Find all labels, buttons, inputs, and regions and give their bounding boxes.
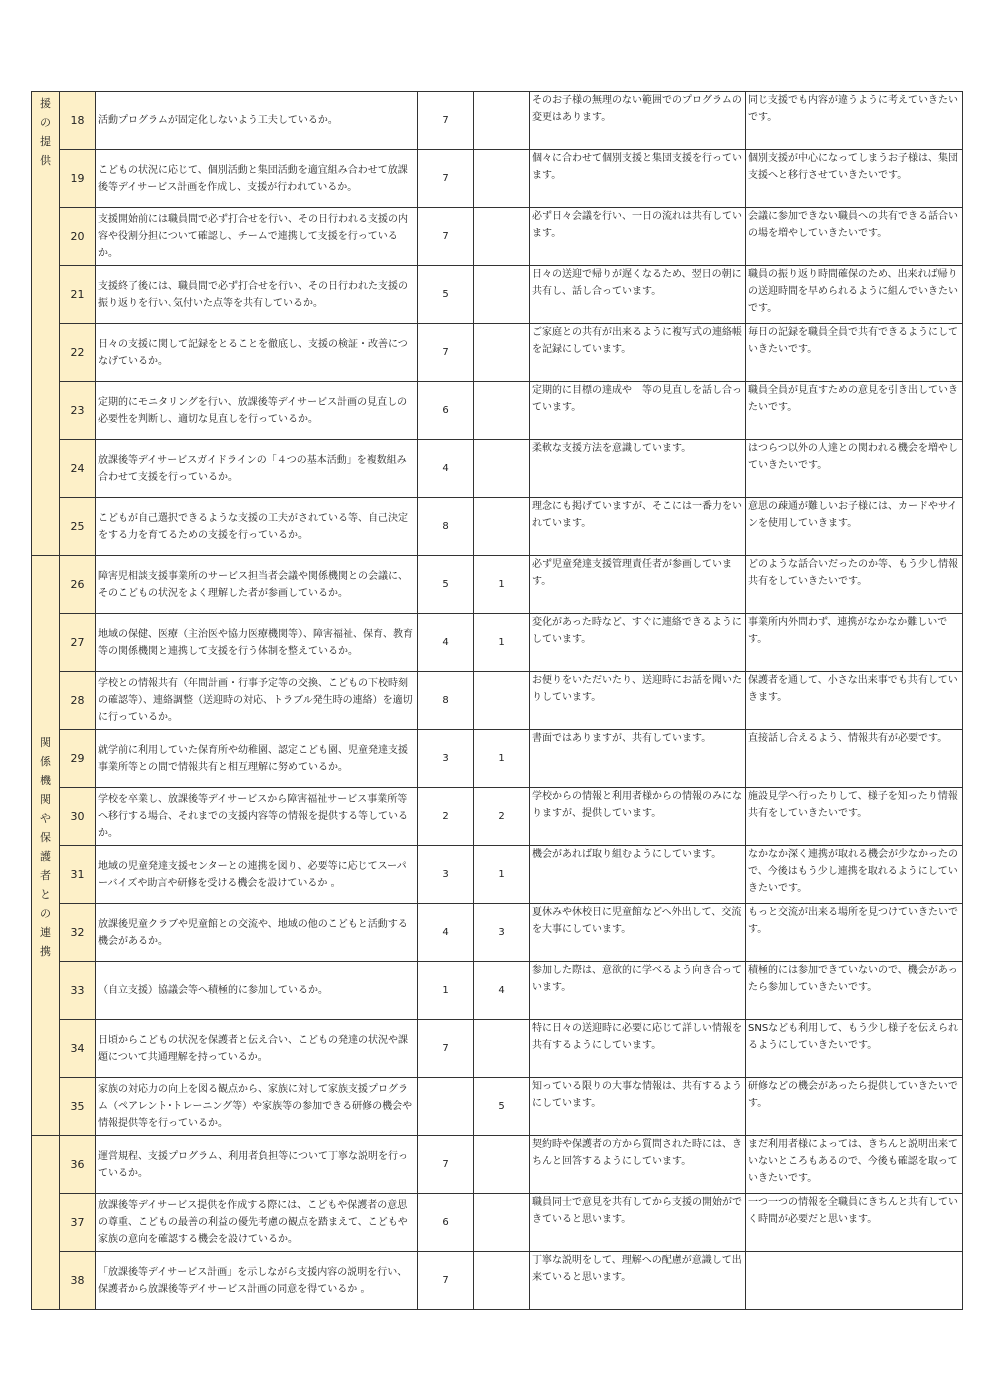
question-text: 放課後等デイサービスガイドラインの「４つの基本活動」を複数組み合わせて支援を行っているか。 [96,440,418,498]
question-text: 運営規程、支援プログラム、利用者負担等について丁寧な説明を行っているか。 [96,1136,418,1194]
staff-comment: 柔軟な支援方法を意識しています。 [530,440,746,498]
no-count: 1 [474,556,530,614]
row-number: 37 [60,1194,96,1252]
row-number: 32 [60,904,96,962]
improvement-comment: 一つ一つの情報を全職員にきちんと共有していく時間が必要だと思います。 [746,1194,963,1252]
no-count: 2 [474,788,530,846]
staff-comment: 機会があれば取り組むようにしています。 [530,846,746,904]
no-count: 1 [474,730,530,788]
yes-count [418,1078,474,1136]
improvement-comment: 毎日の記録を職員全員で共有できるようにしていきたいです。 [746,324,963,382]
no-count [474,440,530,498]
staff-comment: ご家庭との共有が出来るように複写式の連絡帳を記録にしています。 [530,324,746,382]
table-row [32,150,963,208]
no-count [474,324,530,382]
no-count [474,498,530,556]
staff-comment: 必ず日々会議を行い、一日の流れは共有しています。 [530,208,746,266]
table-row [32,788,963,846]
yes-count: 4 [418,440,474,498]
question-text: 障害児相談支援事業所のサービス担当者会議や関係機関との会議に、そのこどもの状況をよく理解した者が参画しているか。 [96,556,418,614]
yes-count: 8 [418,672,474,730]
yes-count: 7 [418,150,474,208]
row-number: 26 [60,556,96,614]
no-count [474,92,530,150]
no-count [474,150,530,208]
row-number: 19 [60,150,96,208]
row-number: 33 [60,962,96,1020]
yes-count: 2 [418,788,474,846]
question-text: 定期的にモニタリングを行い、放課後等デイサービス計画の見直しの必要性を判断し、適切な見直しを行っているか。 [96,382,418,440]
improvement-comment: 研修などの機会があったら提供していきたいです。 [746,1078,963,1136]
table-row [32,440,963,498]
improvement-comment: なかなか深く連携が取れる機会が少なかったので、今後はもう少し連携を取れるようにしていきたいです。 [746,846,963,904]
question-text: 地域の保健、医療（主治医や協力医療機関等）、障害福祉、保育、教育等の関係機関と連携して支援を行う体制を整えているか。 [96,614,418,672]
no-count: 1 [474,846,530,904]
row-number: 30 [60,788,96,846]
yes-count: 5 [418,556,474,614]
row-number: 31 [60,846,96,904]
question-text: 就学前に利用していた保育所や幼稚園、認定こども園、児童発達支援事業所等との間で情報共有と相互理解に努めているか。 [96,730,418,788]
improvement-comment: 意思の疎通が難しいお子様には、カードやサインを使用していきます。 [746,498,963,556]
staff-comment: 日々の送迎で帰りが遅くなるため、翌日の朝に共有し、話し合っています。 [530,266,746,324]
yes-count: 7 [418,208,474,266]
yes-count: 6 [418,382,474,440]
question-text: （自立支援）協議会等へ積極的に参加しているか。 [96,962,418,1020]
staff-comment: 個々に合わせて個別支援と集団支援を行っています。 [530,150,746,208]
improvement-comment: はつらつ以外の人達との関われる機会を増やしていきたいです。 [746,440,963,498]
category-label: 関係機関や保護者との連携 [40,735,51,958]
improvement-comment [746,1252,963,1310]
no-count [474,208,530,266]
table-row [32,324,963,382]
question-text: 活動プログラムが固定化しないよう工夫しているか。 [96,92,418,150]
question-text: 放課後等デイサービス提供を作成する際には、こどもや保護者の意思の尊重、こどもの最善の利益の優先考慮の観点を踏まえて、こどもや家族の意向を確認する機会を設けているか。 [96,1194,418,1252]
question-text: 地域の児童発達支援センターとの連携を図り、必要等に応じてスーパーバイズや助言や研修を受ける機会を設けているか 。 [96,846,418,904]
question-text: 学校との情報共有（年間計画・行事予定等の交換、こどもの下校時刻の確認等）、連絡調整（送迎時の対応、トラブル発生時の連絡）を適切に行っているか。 [96,672,418,730]
question-text: 学校を卒業し、放課後等デイサービスから障害福祉サービス事業所等へ移行する場合、それまでの支援内容等の情報を提供する等しているか。 [96,788,418,846]
staff-comment: そのお子様の無理のない範囲でのプログラムの変更はあります。 [530,92,746,150]
question-text: 支援終了後には、職員間で必ず打合せを行い、その日行われた支援の振り返りを行い､気付いた点等を共有しているか。 [96,266,418,324]
yes-count: 7 [418,1020,474,1078]
improvement-comment: 直接話し合えるよう、情報共有が必要です。 [746,730,963,788]
table-row [32,672,963,730]
improvement-comment: 職員の振り返り時間確保のため、出来れば帰りの送迎時間を早められるように組んでいきたいです。 [746,266,963,324]
improvement-comment: 会議に参加できない職員への共有できる話合いの場を増やしていきたいです。 [746,208,963,266]
question-text: こどもが自己選択できるような支援の工夫がされている等、自己決定をする力を育てるための支援を行っているか。 [96,498,418,556]
no-count: 3 [474,904,530,962]
yes-count: 8 [418,498,474,556]
table-row [32,1252,963,1310]
row-number: 36 [60,1136,96,1194]
table-row [32,498,963,556]
table-row [32,556,963,614]
table-row [32,614,963,672]
table-row [32,1194,963,1252]
table-row [32,1136,963,1194]
yes-count: 6 [418,1194,474,1252]
row-number: 25 [60,498,96,556]
yes-count: 4 [418,904,474,962]
no-count: 1 [474,614,530,672]
row-number: 34 [60,1020,96,1078]
row-number: 23 [60,382,96,440]
row-number: 20 [60,208,96,266]
question-text: 日頃からこどもの状況を保護者と伝え合い、こどもの発達の状況や課題について共通理解を持っているか。 [96,1020,418,1078]
table-row [32,92,963,150]
improvement-comment: 個別支援が中心になってしまうお子様は、集団支援へと移行させていきたいです。 [746,150,963,208]
no-count: 5 [474,1078,530,1136]
staff-comment: 理念にも掲げていますが、そこには一番力をいれています。 [530,498,746,556]
improvement-comment: 保護者を通して、小さな出来事でも共有していきます。 [746,672,963,730]
yes-count: 7 [418,1252,474,1310]
no-count [474,672,530,730]
yes-count: 7 [418,1136,474,1194]
no-count [474,266,530,324]
yes-count: 7 [418,324,474,382]
staff-comment: 定期的に目標の達成や 等の見直しを話し合っています。 [530,382,746,440]
improvement-comment: 施設見学へ行ったりして、様子を知ったり情報共有をしていきたいです。 [746,788,963,846]
staff-comment: 変化があった時など、すぐに連絡できるようにしています。 [530,614,746,672]
row-number: 21 [60,266,96,324]
yes-count: 3 [418,846,474,904]
staff-comment: 学校からの情報と利用者様からの情報のみになりますが、提供しています。 [530,788,746,846]
yes-count: 7 [418,92,474,150]
improvement-comment: どのような話合いだったのか等、もう少し情報共有をしていきたいです。 [746,556,963,614]
staff-comment: 書面ではありますが、共有しています。 [530,730,746,788]
table-row [32,1078,963,1136]
evaluation-table [31,91,963,1310]
question-text: 支援開始前には職員間で必ず打合せを行い、その日行われる支援の内容や役割分担について確認し、チームで連携して支援を行っているか。 [96,208,418,266]
question-text: 「放課後等デイサービス計画」を示しながら支援内容の説明を行い、保護者から放課後等デイサービス計画の同意を得ているか 。 [96,1252,418,1310]
improvement-comment: まだ利用者様によっては、きちんと説明出来ていないところもあるので、今後も確認を取っていきたいです。 [746,1136,963,1194]
row-number: 18 [60,92,96,150]
row-number: 38 [60,1252,96,1310]
question-text: 放課後児童クラブや児童館との交流や、地域の他のこどもと活動する機会があるか。 [96,904,418,962]
staff-comment: 参加した際は、意欲的に学べるよう向き合っています。 [530,962,746,1020]
no-count: 4 [474,962,530,1020]
table-row [32,730,963,788]
staff-comment: 職員同士で意見を共有してから支援の開始ができていると思います。 [530,1194,746,1252]
staff-comment: 知っている限りの大事な情報は、共有するようにしています。 [530,1078,746,1136]
row-number: 22 [60,324,96,382]
improvement-comment: SNSなども利用して、もう少し様子を伝えられるようにしていきたいです。 [746,1020,963,1078]
no-count [474,1136,530,1194]
table-row [32,266,963,324]
table-row [32,1020,963,1078]
staff-comment: 丁寧な説明をして、理解への配慮が意識して出来ていると思います。 [530,1252,746,1310]
no-count [474,1194,530,1252]
yes-count: 1 [418,962,474,1020]
table-row [32,382,963,440]
question-text: こどもの状況に応じて、個別活動と集団活動を適宜組み合わせて放課後等デイサービス計画を作成し、支援が行われているか。 [96,150,418,208]
category-label: 援の提供 [40,97,51,167]
row-number: 27 [60,614,96,672]
no-count [474,1252,530,1310]
no-count [474,382,530,440]
question-text: 日々の支援に関して記録をとることを徹底し、支援の検証・改善につなげているか。 [96,324,418,382]
category-cell [32,556,60,1136]
table-row [32,962,963,1020]
no-count [474,1020,530,1078]
row-number: 24 [60,440,96,498]
row-number: 29 [60,730,96,788]
row-number: 35 [60,1078,96,1136]
improvement-comment: 積極的には参加できていないので、機会があったら参加していきたいです。 [746,962,963,1020]
staff-comment: 特に日々の送迎時に必要に応じて詳しい情報を共有するようにしています。 [530,1020,746,1078]
table-row [32,904,963,962]
question-text: 家族の対応力の向上を図る観点から、家族に対して家族支援プログラム（ペアレント･トレーニング等）や家族等の参加できる研修の機会や情報提供等を行っているか。 [96,1078,418,1136]
category-cell [32,1136,60,1310]
yes-count: 5 [418,266,474,324]
category-cell [32,92,60,556]
improvement-comment: 職員全員が見直すための意見を引き出していきたいです。 [746,382,963,440]
yes-count: 4 [418,614,474,672]
staff-comment: 契約時や保護者の方から質問された時には、きちんと回答するようにしています。 [530,1136,746,1194]
row-number: 28 [60,672,96,730]
table-row [32,846,963,904]
improvement-comment: 事業所内外問わず、連携がなかなか難しいです。 [746,614,963,672]
staff-comment: 夏休みや休校日に児童館などへ外出して、交流を大事にしています。 [530,904,746,962]
yes-count: 3 [418,730,474,788]
staff-comment: 必ず児童発達支援管理責任者が参画しています。 [530,556,746,614]
improvement-comment: もっと交流が出来る場所を見つけていきたいです。 [746,904,963,962]
table-row [32,208,963,266]
staff-comment: お便りをいただいたり、送迎時にお話を聞いたりしています。 [530,672,746,730]
improvement-comment: 同じ支援でも内容が違うように考えていきたいです。 [746,92,963,150]
